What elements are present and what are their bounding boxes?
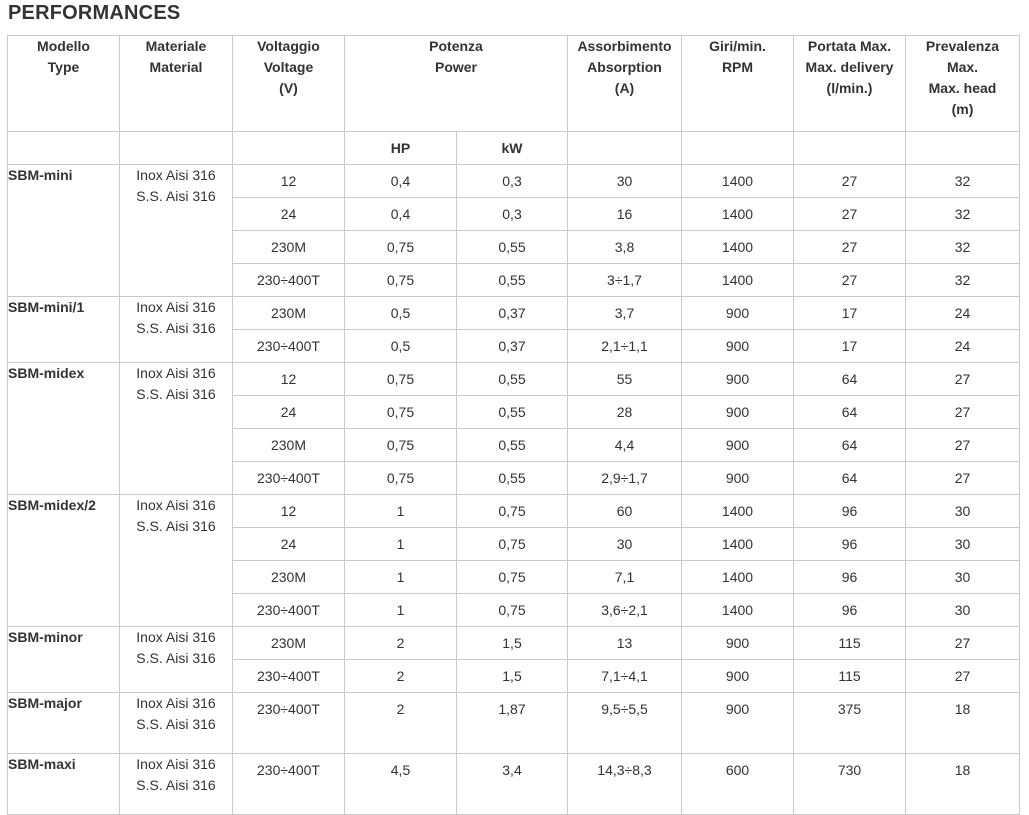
material-cell [120,165,233,297]
material-line: Inox Aisi 316 [136,167,216,183]
absorption-cell: 7,1 [568,561,682,594]
rpm-cell: 1400 [682,231,794,264]
absorption-cell: 3,8 [568,231,682,264]
head-cell: 24 [906,330,1020,363]
subheader-empty [568,132,682,165]
model-cell: SBM-midex/2 [8,495,120,627]
hp-cell: 1 [345,561,457,594]
material-line: S.S. Aisi 316 [136,386,216,402]
rpm-cell: 1400 [682,264,794,297]
absorption-cell: 3,6÷2,1 [568,594,682,627]
kw-cell: 0,3 [457,165,568,198]
table-body [8,165,1020,815]
kw-cell: 0,75 [457,594,568,627]
head-cell: 32 [906,264,1020,297]
head-cell: 30 [906,594,1020,627]
kw-cell: 0,55 [457,363,568,396]
header-voltage: Voltaggio Voltage (V) [233,36,345,132]
voltage-cell: 230M [233,561,345,594]
material-line: Inox Aisi 316 [136,365,216,381]
head-cell: 32 [906,198,1020,231]
material-line: Inox Aisi 316 [136,695,216,711]
absorption-cell: 2,9÷1,7 [568,462,682,495]
absorption-cell: 16 [568,198,682,231]
header-absorption: Assorbimento Absorption (A) [568,36,682,132]
model-cell: SBM-mini [8,165,120,297]
kw-cell: 0,55 [457,429,568,462]
table-row [8,495,1020,528]
hp-cell: 0,75 [345,429,457,462]
rpm-cell: 900 [682,660,794,693]
voltage-cell: 24 [233,198,345,231]
hp-cell: 1 [345,495,457,528]
absorption-cell: 7,1÷4,1 [568,660,682,693]
rpm-cell: 900 [682,330,794,363]
head-cell: 27 [906,396,1020,429]
material-line: Inox Aisi 316 [136,756,216,772]
head-cell: 18 [906,693,1020,754]
rpm-cell: 1400 [682,561,794,594]
hp-cell: 2 [345,660,457,693]
head-cell: 32 [906,231,1020,264]
head-cell: 30 [906,528,1020,561]
kw-cell: 0,75 [457,528,568,561]
hp-cell: 0,75 [345,396,457,429]
kw-cell: 1,5 [457,627,568,660]
rpm-cell: 900 [682,396,794,429]
rpm-cell: 1400 [682,198,794,231]
delivery-cell: 27 [794,165,906,198]
table-row [8,363,1020,396]
voltage-cell: 24 [233,396,345,429]
material-cell [120,627,233,693]
header-power: Potenza Power [345,36,568,132]
hp-cell: 0,4 [345,165,457,198]
material-cell [120,297,233,363]
subheader-kw: kW [457,132,568,165]
voltage-cell: 24 [233,528,345,561]
absorption-cell: 3÷1,7 [568,264,682,297]
delivery-cell: 96 [794,528,906,561]
hp-cell: 0,4 [345,198,457,231]
delivery-cell: 115 [794,660,906,693]
delivery-cell: 96 [794,495,906,528]
rpm-cell: 900 [682,462,794,495]
model-cell: SBM-major [8,693,120,754]
absorption-cell: 13 [568,627,682,660]
subheader-empty [8,132,120,165]
head-cell: 18 [906,754,1020,815]
rpm-cell: 1400 [682,495,794,528]
subheader-empty [682,132,794,165]
header-model: Modello Type [8,36,120,132]
kw-cell: 3,4 [457,754,568,815]
table-row [8,754,1020,815]
subheader-hp: HP [345,132,457,165]
voltage-cell: 230÷400T [233,264,345,297]
voltage-cell: 230÷400T [233,660,345,693]
table-row [8,693,1020,754]
head-cell: 27 [906,627,1020,660]
rpm-cell: 900 [682,297,794,330]
absorption-cell: 30 [568,165,682,198]
model-cell: SBM-minor [8,627,120,693]
voltage-cell: 230÷400T [233,462,345,495]
kw-cell: 0,55 [457,396,568,429]
header-material: Materiale Material [120,36,233,132]
delivery-cell: 17 [794,330,906,363]
voltage-cell: 12 [233,363,345,396]
subheader-empty [120,132,233,165]
rpm-cell: 1400 [682,165,794,198]
kw-cell: 0,75 [457,495,568,528]
header-delivery: Portata Max. Max. delivery (l/min.) [794,36,906,132]
rpm-cell: 900 [682,363,794,396]
kw-cell: 0,55 [457,462,568,495]
material-line: S.S. Aisi 316 [136,518,216,534]
kw-cell: 0,37 [457,330,568,363]
kw-cell: 0,3 [457,198,568,231]
hp-cell: 4,5 [345,754,457,815]
model-cell: SBM-maxi [8,754,120,815]
voltage-cell: 230M [233,231,345,264]
voltage-cell: 12 [233,495,345,528]
performance-table [7,35,1020,815]
hp-cell: 2 [345,627,457,660]
hp-cell: 0,75 [345,231,457,264]
hp-cell: 1 [345,528,457,561]
header-head: Prevalenza Max. Max. head (m) [906,36,1020,132]
delivery-cell: 17 [794,297,906,330]
rpm-cell: 900 [682,429,794,462]
kw-cell: 0,55 [457,231,568,264]
material-line: S.S. Aisi 316 [136,188,216,204]
material-line: S.S. Aisi 316 [136,650,216,666]
material-line: S.S. Aisi 316 [136,320,216,336]
model-cell: SBM-mini/1 [8,297,120,363]
material-cell [120,495,233,627]
kw-cell: 0,37 [457,297,568,330]
absorption-cell: 2,1÷1,1 [568,330,682,363]
voltage-cell: 12 [233,165,345,198]
material-cell [120,693,233,754]
page-title: PERFORMANCES [8,2,181,24]
hp-cell: 0,5 [345,330,457,363]
hp-cell: 1 [345,594,457,627]
voltage-cell: 230÷400T [233,754,345,815]
hp-cell: 0,5 [345,297,457,330]
material-line: S.S. Aisi 316 [136,777,216,793]
hp-cell: 2 [345,693,457,754]
material-line: S.S. Aisi 316 [136,716,216,732]
voltage-cell: 230M [233,429,345,462]
kw-cell: 0,75 [457,561,568,594]
rpm-cell: 1400 [682,528,794,561]
absorption-cell: 60 [568,495,682,528]
absorption-cell: 55 [568,363,682,396]
delivery-cell: 96 [794,561,906,594]
head-cell: 27 [906,363,1020,396]
kw-cell: 1,5 [457,660,568,693]
absorption-cell: 28 [568,396,682,429]
head-cell: 30 [906,495,1020,528]
head-cell: 27 [906,429,1020,462]
rpm-cell: 900 [682,693,794,754]
material-line: Inox Aisi 316 [136,299,216,315]
material-line: Inox Aisi 316 [136,629,216,645]
head-cell: 24 [906,297,1020,330]
hp-cell: 0,75 [345,363,457,396]
absorption-cell: 4,4 [568,429,682,462]
head-cell: 27 [906,462,1020,495]
absorption-cell: 14,3÷8,3 [568,754,682,815]
delivery-cell: 730 [794,754,906,815]
delivery-cell: 27 [794,198,906,231]
model-cell: SBM-midex [8,363,120,495]
kw-cell: 1,87 [457,693,568,754]
material-cell [120,363,233,495]
delivery-cell: 64 [794,429,906,462]
absorption-cell: 30 [568,528,682,561]
absorption-cell: 9,5÷5,5 [568,693,682,754]
delivery-cell: 27 [794,231,906,264]
table-row [8,297,1020,330]
subheader-empty [794,132,906,165]
material-cell [120,754,233,815]
absorption-cell: 3,7 [568,297,682,330]
delivery-cell: 64 [794,396,906,429]
table-row [8,165,1020,198]
voltage-cell: 230M [233,297,345,330]
head-cell: 27 [906,660,1020,693]
delivery-cell: 27 [794,264,906,297]
head-cell: 30 [906,561,1020,594]
delivery-cell: 64 [794,462,906,495]
head-cell: 32 [906,165,1020,198]
table-row [8,627,1020,660]
header-rpm: Giri/min. RPM [682,36,794,132]
rpm-cell: 600 [682,754,794,815]
delivery-cell: 64 [794,363,906,396]
delivery-cell: 96 [794,594,906,627]
voltage-cell: 230÷400T [233,330,345,363]
rpm-cell: 1400 [682,594,794,627]
rpm-cell: 900 [682,627,794,660]
voltage-cell: 230M [233,627,345,660]
voltage-cell: 230÷400T [233,594,345,627]
delivery-cell: 375 [794,693,906,754]
subheader-empty [906,132,1020,165]
voltage-cell: 230÷400T [233,693,345,754]
material-line: Inox Aisi 316 [136,497,216,513]
subheader-empty [233,132,345,165]
kw-cell: 0,55 [457,264,568,297]
hp-cell: 0,75 [345,462,457,495]
delivery-cell: 115 [794,627,906,660]
hp-cell: 0,75 [345,264,457,297]
